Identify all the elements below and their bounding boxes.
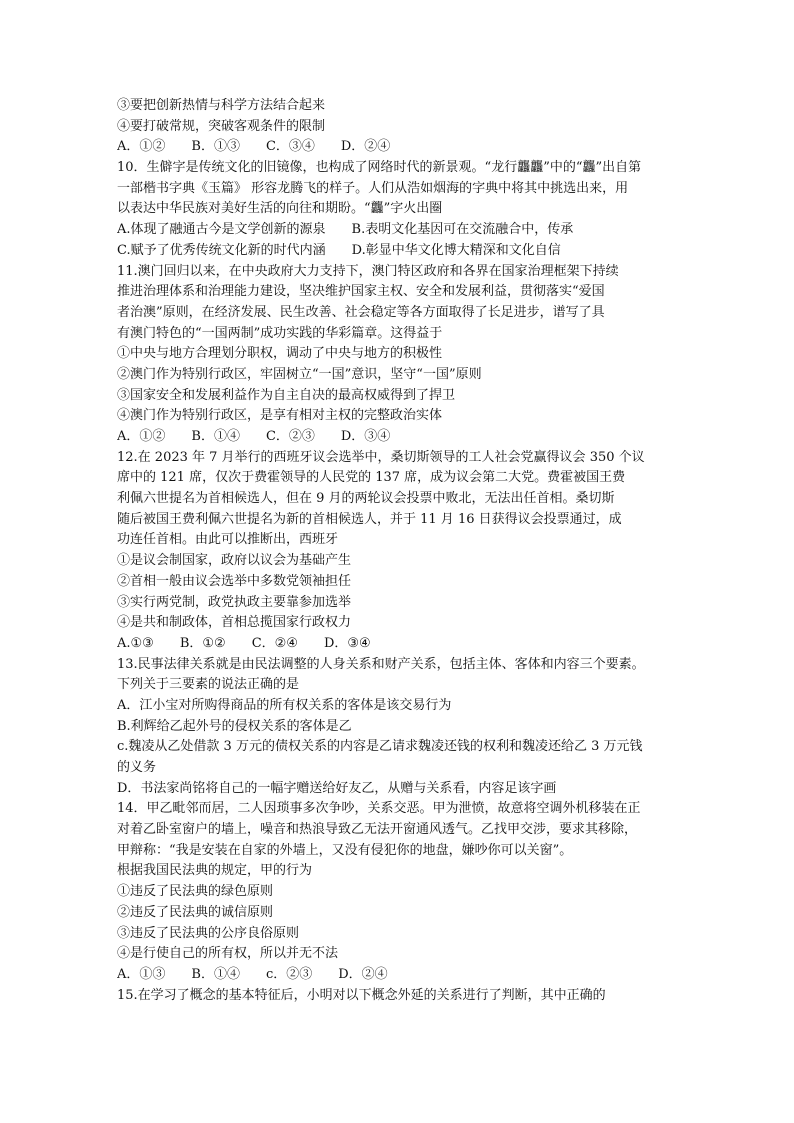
text-line: A.①③ B．①② C．②④ D．③④: [117, 635, 371, 651]
text-line: 甲辩称：“我是安装在自家的外墙上，又没有侵犯你的地盘，嫌吵你可以关窗”。: [117, 842, 573, 858]
text-line: 以表达中华民族对美好生活的向往和期盼。“龘”字火出圈: [117, 201, 443, 217]
text-line: A．①③ B．①④ c．②③ D．②④: [117, 966, 388, 982]
text-line: ④要打破常规，突破客观条件的限制: [117, 118, 326, 134]
text-line: 随后被国王费利佩六世提名为新的首相候选人，并于 11 月 16 日获得议会投票通过，成: [117, 511, 622, 527]
text-line: B.利辉给乙起外号的侵权关系的客体是乙: [117, 718, 352, 734]
text-line: 下列关于三要素的说法正确的是: [117, 677, 300, 693]
text-line: ④是共和制政体，首相总揽国家行政权力: [117, 615, 352, 631]
text-line: 13.民事法律关系就是由民法调整的人身关系和财产关系，包括主体、客体和内容三个要素。: [117, 656, 645, 672]
text-line: 15.在学习了概念的基本特征后，小明对以下概念外延的关系进行了判断，其中正确的: [117, 987, 606, 1003]
text-line: ④澳门作为特别行政区，是享有相对主权的完整政治实体: [117, 408, 443, 424]
text-line: A.体现了融通古今是文学创新的源泉 B.表明文化基因可在交流融合中，传承: [117, 222, 574, 238]
text-line: ②违反了民法典的诚信原则: [117, 904, 274, 920]
exam-page: [117, 96, 682, 1006]
text-line: ①中央与地方合理划分职权，调动了中央与地方的积极性: [117, 346, 443, 362]
text-line: 功连任首相。由此可以推断出，西班牙: [117, 532, 339, 548]
text-line: 对着乙卧室窗户的墙上，噪音和热浪导致乙无法开窗通风透气。乙找甲交涉，要求其移除，: [117, 822, 638, 838]
text-line: ①是议会制国家，政府以议会为基础产生: [117, 553, 352, 569]
text-line: D．书法家尚铭将自己的一幅字赠送给好友乙，从赠与关系看，内容足该字画: [117, 780, 557, 796]
text-line: c.魏凌从乙处借款 3 万元的债权关系的内容是乙请求魏凌还钱的权利和魏凌还给乙 3 万元钱: [117, 739, 643, 755]
text-line: 席中的 121 席，仅次于费霍领导的人民党的 137 席，成为议会第二大党。费霍被国王费: [117, 470, 626, 486]
text-line: ②首相一般由议会选举中多数党领袖担任: [117, 573, 352, 589]
text-line: ③国家安全和发展利益作为自主自决的最高权威得到了捍卫: [117, 387, 456, 403]
text-line: 10．生僻字是传统文化的旧镜像，也构成了网络时代的新景观。“龙行龘龘”中的“龘”出自第: [117, 160, 642, 176]
text-line: 者治澳”原则，在经济发展、民生改善、社会稳定等各方面取得了长足进步，谱写了具: [117, 304, 605, 320]
text-line: 根据我国民法典的规定，甲的行为: [117, 863, 313, 879]
text-line: 的义务: [117, 760, 157, 775]
text-line: ②澳门作为特别行政区，牢固树立“一国”意识，坚守“一国”原则: [117, 366, 482, 382]
text-line: A．江小宝对所购得商品的所有权关系的客体是该交易行为: [117, 697, 452, 713]
text-line: 11.澳门回归以来，在中央政府大力支持下，澳门特区政府和各界在国家治理框架下持续: [117, 263, 619, 279]
text-line: ④是行使自己的所有权，所以并无不法: [117, 946, 339, 962]
text-line: ③要把创新热情与科学方法结合起来: [117, 98, 326, 113]
text-line: 推进治理体系和治理能力建设，坚决维护国家主权、安全和发展利益，贯彻落实“爱国: [117, 284, 605, 300]
text-line: 14．甲乙毗邻而居，二人因琐事多次争吵，关系交恶。甲为泄愤，故意将空调外机移装在正: [117, 801, 641, 817]
text-line: 利佩六世提名为首相候选人，但在 9 月的两轮议会投票中败北，无法出任首相。桑切斯: [117, 491, 615, 507]
text-line: C.赋予了优秀传统文化新的时代内涵 D.彰显中华文化博大精深和文化自信: [117, 242, 561, 258]
text-line: ③违反了民法典的公序良俗原则: [117, 925, 300, 941]
text-line: 一部楷书字典《玉篇》 形容龙腾飞的样子。人们从浩如烟海的字典中将其中挑选出来，用: [117, 180, 629, 196]
text-line: 12.在 2023 年 7 月举行的西班牙议会选举中，桑切斯领导的工人社会党赢得议会 350 个议: [117, 449, 645, 465]
text-line: 有澳门特色的“一国两制”成功实践的华彩篇章。这得益于: [117, 325, 443, 341]
text-line: A．①② B．①④ C．②③ D．③④: [117, 429, 391, 444]
text-line: ①违反了民法典的绿色原则: [117, 884, 274, 900]
text-line: ③实行两党制，政党执政主要靠参加选举: [117, 594, 352, 610]
text-line: A．①② B．①③ C．③④ D．②④: [117, 139, 391, 155]
